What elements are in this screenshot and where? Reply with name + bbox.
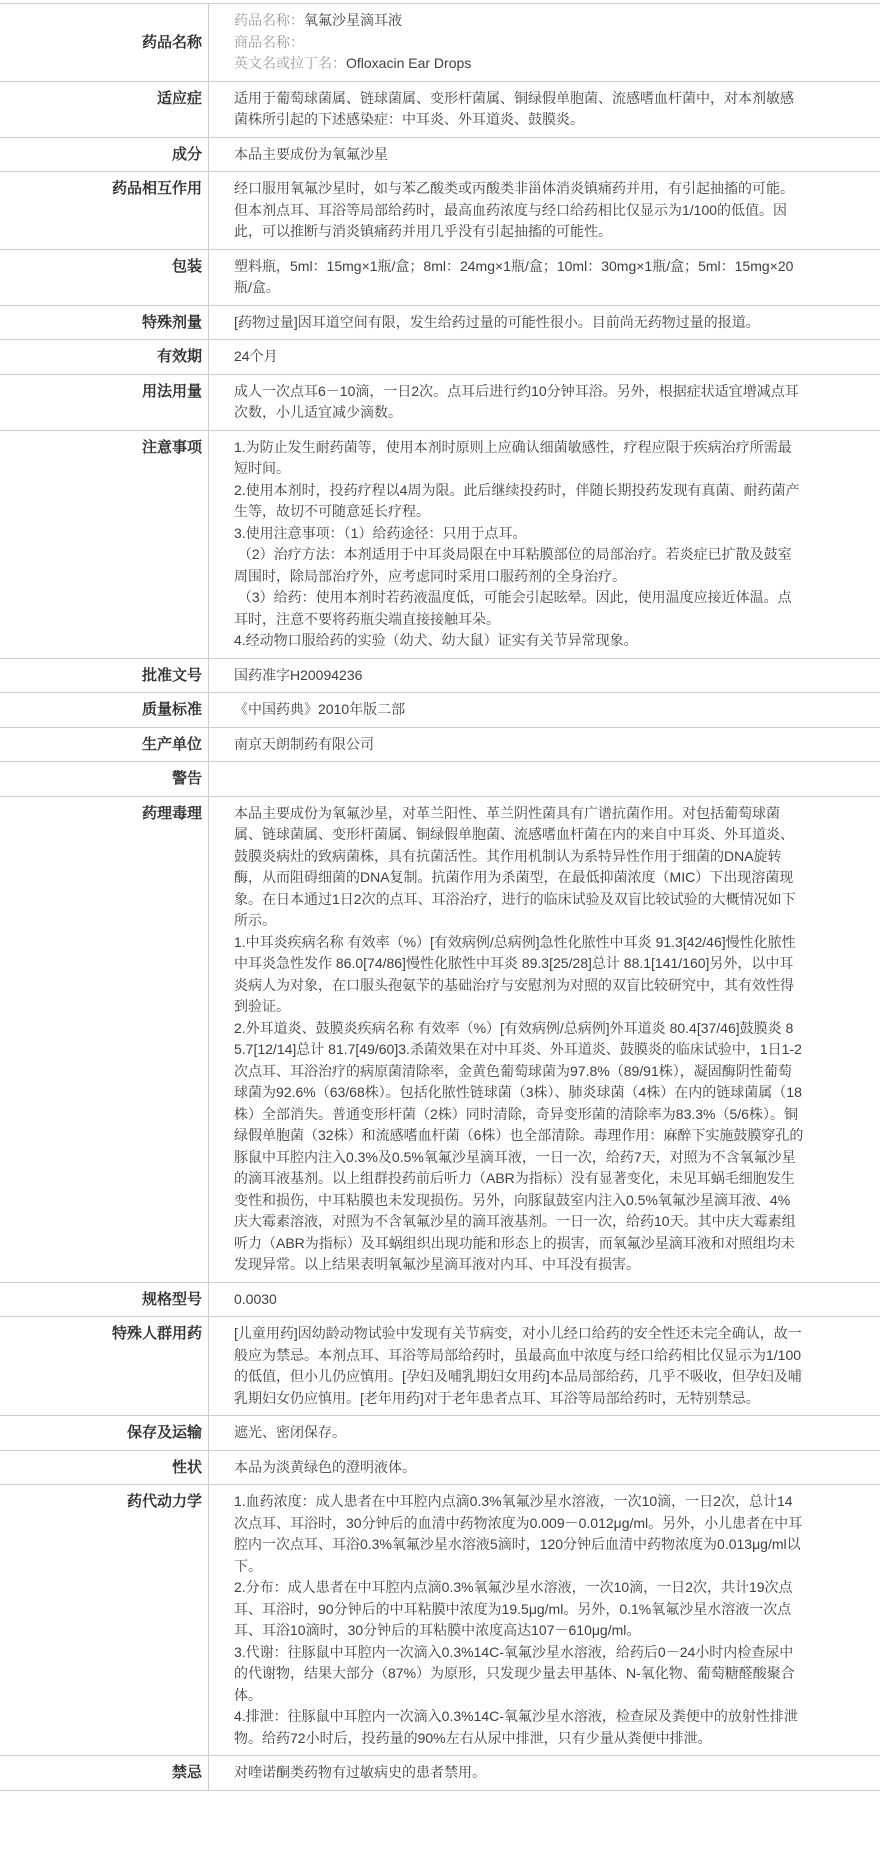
paragraph: [儿童用药]因幼龄动物试验中发现有关节病变，对小儿经口给药的安全性还未完全确认，故一般应为禁忌。本剂点耳、耳浴等局部给药时，虽最高血中浓度与经口给药相比仅显示为1/100的低值，但小儿仍应慎用。[孕妇及哺乳期妇女用药]本品局部给药，几乎不吸收，但孕妇及哺乳期妇女仍应慎用。[老年用药]对于老年患者点耳、耳浴等局部给药时，无特别禁忌。 [234, 1325, 802, 1406]
paragraph: 本品为淡黄绿色的澄明液体。 [234, 1458, 416, 1475]
paragraph: 遮光、密闭保存。 [234, 1424, 346, 1440]
paragraph: 适用于葡萄球菌属、链球菌属、变形杆菌属、铜绿假单胞菌、流感嗜血杆菌中，对本剂敏感菌株所引起的下述感染症：中耳炎、外耳道炎、鼓膜炎。 [234, 89, 794, 127]
row-label-drug-name: 药品名称 [0, 4, 209, 82]
paragraph: 本品主要成份为氧氟沙星 [234, 145, 388, 162]
row-content-pharmacology-toxicology [209, 796, 880, 1282]
table-row [0, 1416, 880, 1451]
row-content-storage-transport [209, 1416, 880, 1451]
row-content-composition [209, 137, 880, 172]
field-value: 氧氟沙星滴耳液 [304, 12, 402, 28]
paragraph: 1.中耳炎疾病名称 有效率（%）[有效病例/总病例]急性化脓性中耳炎 91.3[42/46]慢性化脓性中耳炎急性发作 86.0[74/86]慢性化脓性中耳炎 89.3[25/28]总计 88.1[141/160]另外，以中耳炎病人为对象，在口服头孢氨苄的基础治疗与安慰剂为对照的双盲比较研究中，其有效性得到验证。 [234, 933, 796, 1014]
table-row [0, 1317, 880, 1416]
paragraph: 24个月 [234, 348, 278, 364]
paragraph: 2.分布：成人患者在中耳腔内点滴0.3%氧氟沙星水溶液，一次10滴，一日2次，共计19次点耳、耳浴时，90分钟后的中耳粘膜中浓度为19.5μg/ml。另外，0.1%氧氟沙星水溶液一次点耳、耳浴10滴时，30分钟后的耳粘膜中浓度高达107－610μg/ml。 [234, 1579, 793, 1638]
row-label-manufacturer: 生产单位 [0, 727, 209, 762]
row-content-description [209, 1450, 880, 1485]
paragraph: 经口服用氧氟沙星时，如与苯乙酸类或丙酸类非甾体消炎镇痛药并用，有引起抽搐的可能。但本剂点耳、耳浴等局部给药时，最高血药浓度与经口给药相比仅显示为1/100的低值。因此，可以推断与消炎镇痛药并用几乎没有引起抽搐的可能性。 [234, 180, 794, 239]
paragraph: 4.排泄：往豚鼠中耳腔内一次滴入0.3%14C-氧氟沙星水溶液，检查尿及粪便中的放射性排泄物。给药72小时后，投药量的90%左右从尿中排泄，只有少量从粪便中排泄。 [234, 1708, 798, 1746]
row-label-contraindications: 禁忌 [0, 1756, 209, 1791]
table-row [0, 796, 880, 1282]
row-content-specification [209, 1282, 880, 1317]
paragraph: 2.使用本剂时，投药疗程以4周为限。此后继续投药时，伴随长期投药发现有真菌、耐药菌产生等，故切不可随意延长疗程。 [234, 481, 800, 519]
table-row [0, 172, 880, 250]
row-label-pharmacology-toxicology: 药理毒理 [0, 796, 209, 1282]
field-key: 商品名称： [234, 33, 304, 50]
row-content-manufacturer [209, 727, 880, 762]
field-trade-name [234, 32, 804, 54]
row-content-dosage-administration [209, 374, 880, 430]
row-label-special-dosage: 特殊剂量 [0, 305, 209, 340]
row-label-indications: 适应症 [0, 81, 209, 137]
table-row [0, 1282, 880, 1317]
row-content-contraindications [209, 1756, 880, 1791]
row-label-shelf-life: 有效期 [0, 340, 209, 375]
row-label-approval-number: 批准文号 [0, 658, 209, 693]
row-content-drug-name [209, 4, 880, 82]
table-row [0, 340, 880, 375]
paragraph: （2）治疗方法：本剂适用于中耳炎局限在中耳粘膜部位的局部治疗。若炎症已扩散及鼓室周围时，除局部治疗外，应考虑同时采用口服药剂的全身治疗。 [234, 546, 792, 584]
row-content-warning [209, 762, 880, 797]
row-label-drug-interactions: 药品相互作用 [0, 172, 209, 250]
row-label-composition: 成分 [0, 137, 209, 172]
paragraph: 成人一次点耳6－10滴，一日2次。点耳后进行约10分钟耳浴。另外，根据症状适宜增减点耳次数，小儿适宜减少滴数。 [234, 382, 799, 420]
paragraph: 本品主要成份为氧氟沙星，对革兰阳性、革兰阴性菌具有广谱抗菌作用。对包括葡萄球菌属、链球菌属、变形杆菌属、铜绿假单胞菌、流感嗜血杆菌在内的来自中耳炎、外耳道炎、鼓膜炎病灶的致病菌株，具有抗菌活性。其作用机制认为系特异性作用于细菌的DNA旋转酶，从而阻碍细菌的DNA复制。抗菌作用为杀菌型，在最低抑菌浓度（MIC）下出现溶菌现象。在日本通过1日2次的点耳、耳浴治疗，进行的临床试验及双盲比较试验的大概情况如下所示。 [234, 804, 796, 928]
row-content-precautions [209, 430, 880, 658]
row-content-drug-interactions [209, 172, 880, 250]
table-row [0, 305, 880, 340]
row-label-description: 性状 [0, 1450, 209, 1485]
paragraph: 《中国药典》2010年版二部 [234, 701, 406, 717]
row-label-warning: 警告 [0, 762, 209, 797]
row-label-dosage-administration: 用法用量 [0, 374, 209, 430]
table-row [0, 1756, 880, 1791]
row-content-packaging [209, 249, 880, 305]
paragraph: 2.外耳道炎、鼓膜炎疾病名称 有效率（%）[有效病例/总病例]外耳道炎 80.4[37/46]鼓膜炎 85.7[12/14]总计 81.7[49/60]3.杀菌效果在对中耳炎、外耳道炎、鼓膜炎的临床试验中，1日1-2次点耳、耳浴治疗的病原菌清除率，金黄色葡萄球菌为97.8%（89/91株），凝固酶阴性葡萄球菌为92.6%（63/68株）。包括化脓性链球菌（3株）、肺炎球菌（4株）在内的链球菌属（18株）全部消失。普通变形杆菌（2株）同时清除，奇异变形菌的清除率为83.3%（5/6株）。铜绿假单胞菌（32株）和流感嗜血杆菌（6株）也全部清除。毒理作用：麻醉下实施鼓膜穿孔的豚鼠中耳腔内注入0.3%及0.5%氧氟沙星滴耳液，一日一次，给药7天，对照为不含氧氟沙星的滴耳液基剂。以上组群投药前后听力（ABR为指标）没有显著变化，未见耳蜗毛细胞发生变性和损伤，中耳粘膜也未发现损伤。另外，向豚鼠鼓室内注入0.5%氧氟沙星滴耳液、4%庆大霉素溶液，对照为不含氧氟沙星的滴耳液基剂。一日一次，给药10天。其中庆大霉素组听力（ABR为指标）及耳蜗组织出现功能和形态上的损害，而氧氟沙星滴耳液和对照组均未发现异常。以上结果表明氧氟沙星滴耳液对内耳、中耳没有损害。 [234, 1019, 804, 1272]
row-label-storage-transport: 保存及运输 [0, 1416, 209, 1451]
table-row [0, 430, 880, 658]
row-content-special-populations [209, 1317, 880, 1416]
table-row [0, 81, 880, 137]
paragraph: [药物过量]因耳道空间有限，发生给药过量的可能性很小。目前尚无药物过量的报道。 [234, 313, 760, 330]
row-content-shelf-life [209, 340, 880, 375]
row-label-packaging: 包装 [0, 249, 209, 305]
table-row [0, 1450, 880, 1485]
field-value: Ofloxacin Ear Drops [346, 55, 472, 71]
table-row [0, 1485, 880, 1756]
paragraph: 对喹诺酮类药物有过敏病史的患者禁用。 [234, 1764, 486, 1780]
row-content-pharmacokinetics [209, 1485, 880, 1756]
row-label-special-populations: 特殊人群用药 [0, 1317, 209, 1416]
row-label-specification: 规格型号 [0, 1282, 209, 1317]
row-label-precautions: 注意事项 [0, 430, 209, 658]
row-content-quality-standard [209, 693, 880, 728]
table-row [0, 727, 880, 762]
paragraph: 1.为防止发生耐药菌等，使用本剂时原则上应确认细菌敏感性，疗程应限于疾病治疗所需最短时间。 [234, 438, 792, 476]
paragraph: 4.经动物口服给药的实验（幼犬、幼大鼠）证实有关节异常现象。 [234, 632, 638, 648]
field-generic-name [234, 10, 804, 32]
table-row [0, 137, 880, 172]
table-row [0, 4, 880, 82]
row-label-pharmacokinetics: 药代动力学 [0, 1485, 209, 1756]
row-content-indications [209, 81, 880, 137]
paragraph: 3.代谢：往豚鼠中耳腔内一次滴入0.3%14C-氧氟沙星水溶液，给药后0－24小时内检查尿中的代谢物，结果大部分（87%）为原形，只发现少量去甲基体、N-氧化物、葡萄糖醛酸聚合体。 [234, 1643, 795, 1703]
paragraph: 1.血药浓度：成人患者在中耳腔内点滴0.3%氧氟沙星水溶液，一次10滴，一日2次，总计14次点耳、耳浴时，30分钟后的血清中药物浓度为0.009－0.012μg/ml。另外，小儿患者在中耳腔内一次点耳、耳浴0.3%氧氟沙星水溶液5滴时，120分钟后血清中药物浓度为0.013μg/ml以下。 [234, 1493, 803, 1574]
table-row [0, 658, 880, 693]
field-key: 药品名称： [234, 12, 304, 28]
paragraph: 国药准字H20094236 [234, 666, 363, 683]
table-row [0, 762, 880, 797]
row-content-approval-number [209, 658, 880, 693]
paragraph: 3.使用注意事项：（1）给药途径：只用于点耳。 [234, 524, 527, 541]
table-row [0, 374, 880, 430]
row-label-quality-standard: 质量标准 [0, 693, 209, 728]
table-row [0, 249, 880, 305]
drug-info-table [0, 3, 880, 1791]
field-key: 英文名或拉丁名： [234, 55, 346, 71]
table-row [0, 693, 880, 728]
paragraph: 南京天朗制药有限公司 [234, 735, 374, 752]
row-content-special-dosage [209, 305, 880, 340]
paragraph: （3）给药：使用本剂时若药液温度低，可能会引起眩晕。因此，使用温度应接近体温。点耳时，注意不要将药瓶尖端直接接触耳朵。 [234, 589, 792, 627]
paragraph: 塑料瓶，5ml：15mg×1瓶/盒；8ml：24mg×1瓶/盒；10ml：30mg×1瓶/盒；5ml：15mg×20瓶/盒。 [234, 257, 794, 295]
field-english-name [234, 53, 804, 75]
paragraph: 0.0030 [234, 1290, 277, 1307]
